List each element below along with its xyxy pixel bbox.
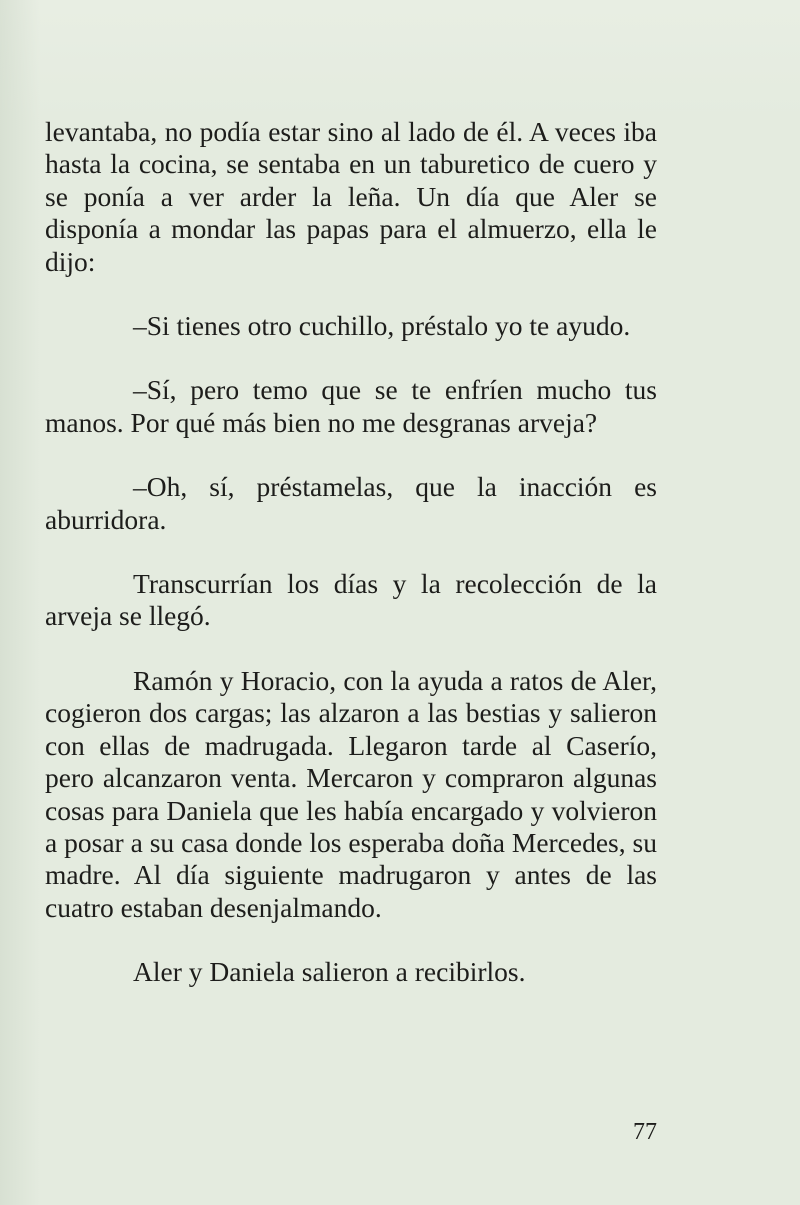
page-number: 77 — [633, 1119, 657, 1145]
paragraph-2: –Si tienes otro cuchillo, préstalo yo te ayudo. — [133, 310, 631, 342]
paragraph-gap — [45, 536, 657, 568]
paragraph-gap — [45, 342, 657, 374]
paragraph-gap — [45, 924, 657, 956]
paragraph-gap — [45, 278, 657, 310]
paragraph-gap — [45, 633, 657, 665]
paragraph-4: –Oh, sí, préstamelas, que la inacción es aburridora. — [45, 471, 657, 535]
body-text — [45, 116, 657, 989]
paragraph-1: levantaba, no podía estar sino al lado de él. A veces iba hasta la cocina, se sentaba en un taburetico de cuero y se ponía a ver arder la leña. Un día que Aler se disponía a mondar las papas para el almuerzo, ella le dijo: — [45, 116, 657, 277]
paragraph-7: Aler y Daniela salieron a recibirlos. — [133, 956, 526, 988]
paragraph-6: Ramón y Horacio, con la ayuda a ratos de Aler, cogieron dos cargas; las alzaron a las bestias y salieron con ellas de madrugada. Llegaron tarde al Caserío, pero alcanzaron venta. Mercaron y compraron algunas cosas para Daniela que les había encargado y volvieron a posar a su casa donde los esperaba doña Mercedes, su madre. Al día siguiente madrugaron y antes de las cuatro estaban desenjalmando. — [45, 664, 657, 923]
paragraph-3: –Sí, pero temo que se te enfríen mucho tus manos. Por qué más bien no me desgranas arveja? — [45, 374, 657, 438]
paragraph-5: Transcurrían los días y la recolección de la arveja se llegó. — [45, 568, 657, 632]
paragraph-gap — [45, 439, 657, 471]
